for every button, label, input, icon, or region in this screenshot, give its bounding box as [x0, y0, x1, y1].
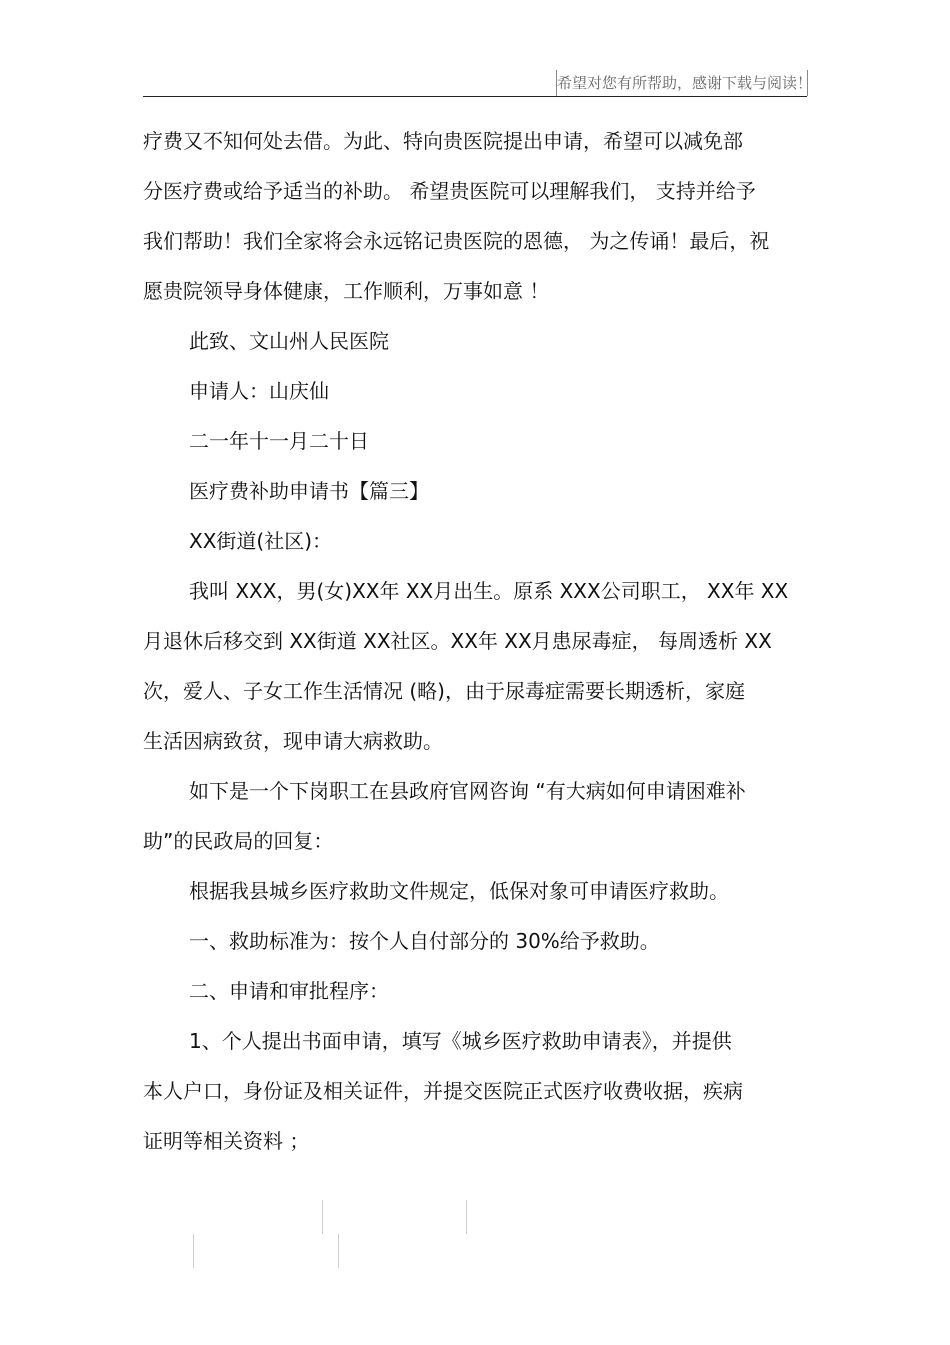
- body-line-11: 月退休后移交到 XX街道 XX社区。XX年 XX月患尿毒症， 每周透析 XX: [143, 629, 772, 653]
- footer-divider-4: [338, 1234, 339, 1268]
- body-line-13: 生活因病致贫，现申请大病救助。: [143, 729, 443, 753]
- body-line-3: 我们帮助！我们全家将会永远铭记贵医院的恩德， 为之传诵！最后，祝: [143, 229, 770, 253]
- section-title: 医疗费补助申请书【篇三】: [189, 479, 429, 503]
- footer-divider-2: [466, 1200, 467, 1234]
- recipient-line: XX街道(社区)：: [189, 529, 333, 553]
- body-line-15: 助”的民政局的回复：: [143, 829, 334, 853]
- body-line-2: 分医疗费或给予适当的补助。 希望贵医院可以理解我们， 支持并给予: [143, 179, 756, 203]
- salutation-line: 此致、文山州人民医院: [189, 329, 389, 353]
- footer-divider-3: [193, 1234, 194, 1268]
- date-line: 二一年十一月二十日: [189, 429, 369, 453]
- body-line-1: 疗费又不知何处去借。为此、特向贵医院提出申请，希望可以减免部: [143, 129, 743, 153]
- body-line-12: 次，爱人、子女工作生活情况 (略)，由于尿毒症需要长期透析，家庭: [143, 679, 745, 703]
- body-line-18: 二、申请和审批程序：: [189, 979, 389, 1003]
- body-line-4: 愿贵院领导身体健康，工作顺利，万事如意 ！: [143, 279, 550, 303]
- body-line-20: 本人户口，身份证及相关证件，并提交医院正式医疗收费收据，疾病: [143, 1079, 743, 1103]
- body-line-10: 我叫 XXX，男(女)XX年 XX月出生。原系 XXX公司职工， XX年 XX: [189, 579, 789, 603]
- body-line-14: 如下是一个下岗职工在县政府官网咨询 “有大病如何申请困难补: [189, 779, 746, 803]
- body-line-21: 证明等相关资料 ；: [143, 1129, 310, 1153]
- applicant-line: 申请人：山庆仙: [189, 379, 329, 403]
- body-line-16: 根据我县城乡医疗救助文件规定，低保对象可申请医疗救助。: [189, 879, 729, 903]
- body-line-19: 1、个人提出书面申请，填写《城乡医疗救助申请表》，并提供: [189, 1029, 732, 1053]
- header-rule: [143, 96, 807, 97]
- footer-divider-1: [322, 1200, 323, 1234]
- header-note: 希望对您有所帮助，感谢下载与阅读！: [556, 70, 808, 96]
- document-body: [143, 116, 823, 1166]
- body-line-17: 一、救助标准为：按个人自付部分的 30%给予救助。: [189, 929, 660, 953]
